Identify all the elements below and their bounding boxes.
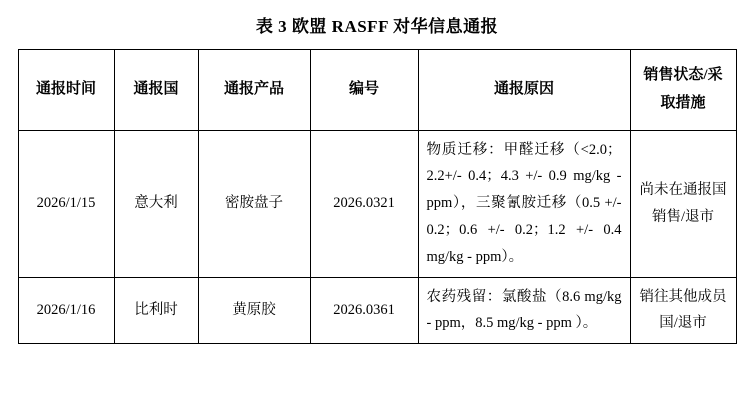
cell-status: 尚未在通报国销售/退市	[630, 130, 736, 277]
cell-country: 意大利	[114, 130, 198, 277]
cell-country: 比利时	[114, 277, 198, 344]
cell-product: 黄原胶	[198, 277, 310, 344]
cell-reason: 农药残留：氯酸盐（8.6 mg/kg - ppm，8.5 mg/kg - ppm ）。	[418, 277, 630, 344]
table-header-row	[18, 50, 736, 131]
cell-number: 2026.0361	[310, 277, 418, 344]
page-title: 表 3 欧盟 RASFF 对华信息通报	[255, 17, 499, 36]
column-header-product: 通报产品	[198, 50, 310, 131]
cell-time: 2026/1/15	[18, 130, 114, 277]
rasff-notifications-table	[18, 49, 737, 344]
table-row	[18, 130, 736, 277]
table-row	[18, 277, 736, 344]
cell-number: 2026.0321	[310, 130, 418, 277]
column-header-number: 编号	[310, 50, 418, 131]
cell-product: 密胺盘子	[198, 130, 310, 277]
column-header-country: 通报国	[114, 50, 198, 131]
column-header-time: 通报时间	[18, 50, 114, 131]
column-header-status: 销售状态/采取措施	[630, 50, 736, 131]
cell-status: 销往其他成员国/退市	[630, 277, 736, 344]
cell-reason: 物质迁移：甲醛迁移（<2.0；2.2+/- 0.4；4.3 +/- 0.9 mg/kg - ppm），三聚氰胺迁移（0.5 +/- 0.2；0.6 +/- 0.2；1.2 +/- 0.4 mg/kg - ppm）。	[418, 130, 630, 277]
cell-time: 2026/1/16	[18, 277, 114, 344]
column-header-reason: 通报原因	[418, 50, 630, 131]
